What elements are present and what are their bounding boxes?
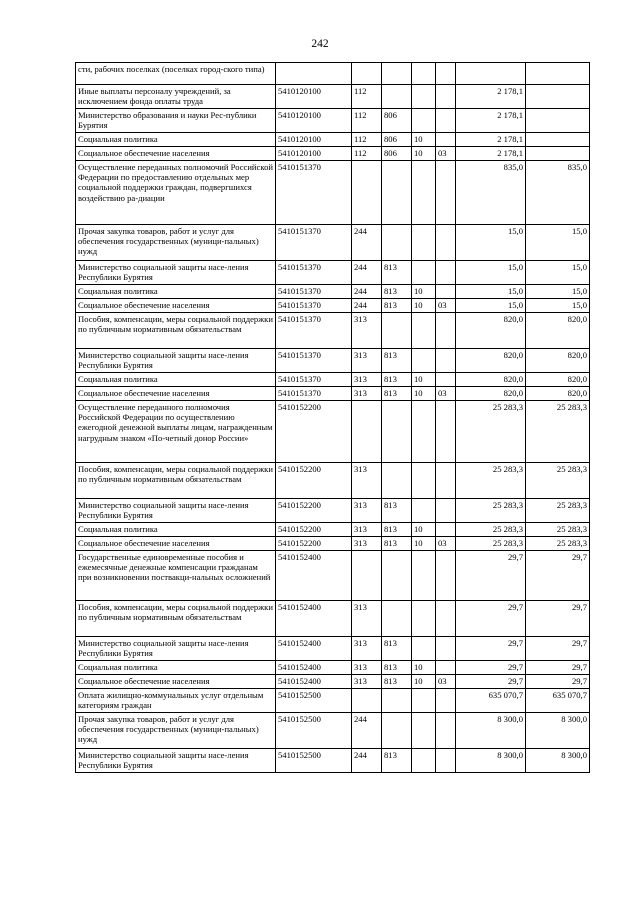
amount-total: 820,0 <box>456 349 526 373</box>
amount-total: 635 070,7 <box>456 689 526 713</box>
section-code: 10 <box>412 387 436 401</box>
expense-type-code: 244 <box>352 225 382 261</box>
administrator-code <box>382 313 412 349</box>
expense-type-code <box>352 161 382 225</box>
subsection-code: 03 <box>436 675 456 689</box>
amount-federal: 25 283,3 <box>526 499 590 523</box>
section-code: 10 <box>412 285 436 299</box>
row-name: Социальная политика <box>76 285 276 299</box>
administrator-code <box>382 601 412 637</box>
amount-federal: 820,0 <box>526 387 590 401</box>
subsection-code <box>436 689 456 713</box>
table-row <box>76 299 590 313</box>
target-article-code: 5410152400 <box>276 551 352 601</box>
amount-federal: 25 283,3 <box>526 401 590 463</box>
amount-total: 15,0 <box>456 225 526 261</box>
subsection-code <box>436 313 456 349</box>
target-article-code: 5410120100 <box>276 109 352 133</box>
expense-type-code: 313 <box>352 387 382 401</box>
administrator-code: 813 <box>382 499 412 523</box>
target-article-code: 5410151370 <box>276 299 352 313</box>
page-number: 242 <box>311 38 329 50</box>
expense-type-code: 112 <box>352 85 382 109</box>
amount-total: 29,7 <box>456 551 526 601</box>
row-name: Оплата жилищно-коммунальных услуг отдельным категориям граждан <box>76 689 276 713</box>
amount-total <box>456 63 526 85</box>
subsection-code <box>436 661 456 675</box>
row-name: Социальное обеспечение населения <box>76 675 276 689</box>
amount-total: 820,0 <box>456 373 526 387</box>
amount-federal <box>526 63 590 85</box>
table-row <box>76 749 590 773</box>
target-article-code: 5410151370 <box>276 313 352 349</box>
amount-total: 820,0 <box>456 313 526 349</box>
administrator-code: 813 <box>382 261 412 285</box>
subsection-code <box>436 523 456 537</box>
section-code <box>412 261 436 285</box>
target-article-code: 5410152400 <box>276 601 352 637</box>
section-code <box>412 349 436 373</box>
subsection-code <box>436 63 456 85</box>
administrator-code: 813 <box>382 523 412 537</box>
target-article-code: 5410152200 <box>276 523 352 537</box>
target-article-code: 5410151370 <box>276 161 352 225</box>
administrator-code: 813 <box>382 749 412 773</box>
row-name: Осуществление переданного полномочия Российской Федерации по осуществлению ежегодной денежной выплаты лицам, награжденным нагрудным знаком «По-четный донор России» <box>76 401 276 463</box>
table-row <box>76 713 590 749</box>
expense-type-code <box>352 689 382 713</box>
target-article-code: 5410151370 <box>276 373 352 387</box>
administrator-code <box>382 63 412 85</box>
amount-total: 8 300,0 <box>456 749 526 773</box>
administrator-code: 813 <box>382 299 412 313</box>
table-row <box>76 373 590 387</box>
row-name: Министерство социальной защиты насе-ления Республики Бурятия <box>76 499 276 523</box>
target-article-code: 5410120100 <box>276 85 352 109</box>
section-code <box>412 689 436 713</box>
row-name: Пособия, компенсации, меры социальной поддержки по публичным нормативным обязательствам <box>76 463 276 499</box>
amount-total: 15,0 <box>456 261 526 285</box>
target-article-code: 5410152200 <box>276 463 352 499</box>
amount-total: 2 178,1 <box>456 85 526 109</box>
administrator-code <box>382 713 412 749</box>
subsection-code <box>436 285 456 299</box>
section-code <box>412 63 436 85</box>
section-code: 10 <box>412 373 436 387</box>
amount-total: 2 178,1 <box>456 147 526 161</box>
row-name: Осуществление переданных полномочий Российской Федерации по предоставлению отдельных мер социальной поддержки граждан, подвергшихся воздействию ра-диации <box>76 161 276 225</box>
subsection-code <box>436 349 456 373</box>
table-row <box>76 601 590 637</box>
row-name: Иные выплаты персоналу учреждений, за исключением фонда оплаты труда <box>76 85 276 109</box>
table-row <box>76 261 590 285</box>
section-code: 10 <box>412 661 436 675</box>
expense-type-code: 313 <box>352 523 382 537</box>
expense-type-code: 244 <box>352 749 382 773</box>
table-row <box>76 499 590 523</box>
target-article-code: 5410152200 <box>276 401 352 463</box>
expense-type-code <box>352 63 382 85</box>
table-row <box>76 387 590 401</box>
expense-type-code: 313 <box>352 499 382 523</box>
subsection-code <box>436 551 456 601</box>
budget-table-body <box>76 63 590 773</box>
expense-type-code: 313 <box>352 661 382 675</box>
section-code <box>412 109 436 133</box>
section-code <box>412 225 436 261</box>
section-code <box>412 463 436 499</box>
administrator-code: 813 <box>382 537 412 551</box>
administrator-code <box>382 85 412 109</box>
table-row <box>76 401 590 463</box>
amount-total: 25 283,3 <box>456 537 526 551</box>
table-row <box>76 637 590 661</box>
section-code: 10 <box>412 299 436 313</box>
row-name: Социальное обеспечение населения <box>76 387 276 401</box>
subsection-code: 03 <box>436 299 456 313</box>
row-name: Прочая закупка товаров, работ и услуг для обеспечения государственных (муници-пальных) нужд <box>76 225 276 261</box>
amount-federal <box>526 133 590 147</box>
section-code <box>412 499 436 523</box>
section-code <box>412 401 436 463</box>
budget-table <box>75 62 590 773</box>
target-article-code: 5410152500 <box>276 689 352 713</box>
target-article-code: 5410152400 <box>276 637 352 661</box>
administrator-code: 813 <box>382 285 412 299</box>
table-row <box>76 689 590 713</box>
amount-federal <box>526 109 590 133</box>
expense-type-code: 313 <box>352 349 382 373</box>
subsection-code <box>436 373 456 387</box>
amount-federal <box>526 147 590 161</box>
expense-type-code: 244 <box>352 713 382 749</box>
table-row <box>76 551 590 601</box>
row-name: сти, рабочих поселках (поселках город-ского типа) <box>76 63 276 85</box>
section-code <box>412 601 436 637</box>
expense-type-code: 244 <box>352 261 382 285</box>
amount-total: 820,0 <box>456 387 526 401</box>
amount-federal: 29,7 <box>526 661 590 675</box>
subsection-code <box>436 85 456 109</box>
row-name: Министерство социальной защиты насе-ления Республики Бурятия <box>76 261 276 285</box>
row-name: Социальное обеспечение населения <box>76 537 276 551</box>
table-row <box>76 133 590 147</box>
table-row <box>76 63 590 85</box>
subsection-code: 03 <box>436 147 456 161</box>
row-name: Социальная политика <box>76 373 276 387</box>
administrator-code: 813 <box>382 675 412 689</box>
expense-type-code: 313 <box>352 373 382 387</box>
section-code <box>412 85 436 109</box>
expense-type-code: 313 <box>352 675 382 689</box>
subsection-code <box>436 109 456 133</box>
row-name: Пособия, компенсации, меры социальной поддержки по публичным нормативным обязательствам <box>76 601 276 637</box>
target-article-code: 5410151370 <box>276 349 352 373</box>
table-row <box>76 109 590 133</box>
table-row <box>76 463 590 499</box>
target-article-code: 5410151370 <box>276 225 352 261</box>
expense-type-code <box>352 551 382 601</box>
row-name: Министерство социальной защиты насе-ления Республики Бурятия <box>76 349 276 373</box>
row-name: Министерство социальной защиты насе-ления Республики Бурятия <box>76 637 276 661</box>
administrator-code <box>382 463 412 499</box>
table-row <box>76 537 590 551</box>
subsection-code <box>436 637 456 661</box>
section-code: 10 <box>412 537 436 551</box>
expense-type-code <box>352 401 382 463</box>
section-code <box>412 161 436 225</box>
table-row <box>76 349 590 373</box>
subsection-code <box>436 401 456 463</box>
amount-federal: 8 300,0 <box>526 749 590 773</box>
section-code <box>412 713 436 749</box>
table-row <box>76 661 590 675</box>
amount-federal: 29,7 <box>526 551 590 601</box>
amount-total: 25 283,3 <box>456 401 526 463</box>
amount-federal: 15,0 <box>526 225 590 261</box>
expense-type-code: 244 <box>352 285 382 299</box>
row-name: Социальная политика <box>76 661 276 675</box>
section-code: 10 <box>412 523 436 537</box>
section-code: 10 <box>412 675 436 689</box>
table-row <box>76 147 590 161</box>
amount-total: 25 283,3 <box>456 463 526 499</box>
section-code: 10 <box>412 133 436 147</box>
administrator-code: 806 <box>382 147 412 161</box>
subsection-code: 03 <box>436 387 456 401</box>
expense-type-code: 313 <box>352 463 382 499</box>
expense-type-code: 244 <box>352 299 382 313</box>
amount-federal: 635 070,7 <box>526 689 590 713</box>
subsection-code <box>436 133 456 147</box>
amount-federal: 29,7 <box>526 601 590 637</box>
target-article-code: 5410151370 <box>276 387 352 401</box>
subsection-code <box>436 463 456 499</box>
target-article-code: 5410120100 <box>276 147 352 161</box>
amount-federal: 820,0 <box>526 373 590 387</box>
table-row <box>76 85 590 109</box>
subsection-code <box>436 225 456 261</box>
amount-total: 15,0 <box>456 299 526 313</box>
section-code <box>412 637 436 661</box>
amount-total: 15,0 <box>456 285 526 299</box>
expense-type-code: 112 <box>352 147 382 161</box>
amount-federal: 25 283,3 <box>526 523 590 537</box>
subsection-code <box>436 261 456 285</box>
amount-federal: 835,0 <box>526 161 590 225</box>
amount-federal: 8 300,0 <box>526 713 590 749</box>
target-article-code: 5410152400 <box>276 661 352 675</box>
section-code <box>412 551 436 601</box>
subsection-code <box>436 161 456 225</box>
amount-federal: 25 283,3 <box>526 463 590 499</box>
amount-total: 29,7 <box>456 601 526 637</box>
administrator-code <box>382 161 412 225</box>
table-row <box>76 161 590 225</box>
subsection-code <box>436 499 456 523</box>
target-article-code: 5410152500 <box>276 749 352 773</box>
amount-total: 8 300,0 <box>456 713 526 749</box>
target-article-code <box>276 63 352 85</box>
amount-federal: 15,0 <box>526 299 590 313</box>
table-row <box>76 225 590 261</box>
row-name: Социальная политика <box>76 133 276 147</box>
amount-federal: 29,7 <box>526 675 590 689</box>
row-name: Пособия, компенсации, меры социальной поддержки по публичным нормативным обязательствам <box>76 313 276 349</box>
expense-type-code: 112 <box>352 109 382 133</box>
administrator-code: 813 <box>382 373 412 387</box>
amount-federal: 820,0 <box>526 349 590 373</box>
target-article-code: 5410151370 <box>276 261 352 285</box>
target-article-code: 5410120100 <box>276 133 352 147</box>
target-article-code: 5410152200 <box>276 537 352 551</box>
administrator-code: 813 <box>382 661 412 675</box>
expense-type-code: 313 <box>352 601 382 637</box>
administrator-code: 813 <box>382 387 412 401</box>
amount-total: 25 283,3 <box>456 523 526 537</box>
amount-federal: 15,0 <box>526 285 590 299</box>
administrator-code: 813 <box>382 349 412 373</box>
amount-total: 25 283,3 <box>456 499 526 523</box>
row-name: Министерство социальной защиты насе-ления Республики Бурятия <box>76 749 276 773</box>
table-row <box>76 313 590 349</box>
row-name: Социальная политика <box>76 523 276 537</box>
amount-federal: 820,0 <box>526 313 590 349</box>
amount-total: 2 178,1 <box>456 109 526 133</box>
section-code: 10 <box>412 147 436 161</box>
expense-type-code: 313 <box>352 637 382 661</box>
table-row <box>76 675 590 689</box>
amount-total: 29,7 <box>456 661 526 675</box>
row-name: Прочая закупка товаров, работ и услуг для обеспечения государственных (муници-пальных) нужд <box>76 713 276 749</box>
amount-total: 2 178,1 <box>456 133 526 147</box>
amount-total: 29,7 <box>456 637 526 661</box>
table-row <box>76 285 590 299</box>
section-code <box>412 749 436 773</box>
administrator-code: 806 <box>382 133 412 147</box>
administrator-code <box>382 401 412 463</box>
row-name: Социальное обеспечение населения <box>76 147 276 161</box>
amount-total: 835,0 <box>456 161 526 225</box>
target-article-code: 5410152500 <box>276 713 352 749</box>
section-code <box>412 313 436 349</box>
subsection-code <box>436 749 456 773</box>
amount-federal <box>526 85 590 109</box>
amount-federal: 25 283,3 <box>526 537 590 551</box>
subsection-code: 03 <box>436 537 456 551</box>
subsection-code <box>436 713 456 749</box>
target-article-code: 5410152400 <box>276 675 352 689</box>
row-name: Государственные единовременные пособия и ежемесячные денежные компенсации гражданам при возникновении поствакци-нальных осложнений <box>76 551 276 601</box>
administrator-code <box>382 689 412 713</box>
administrator-code <box>382 225 412 261</box>
expense-type-code: 112 <box>352 133 382 147</box>
administrator-code: 806 <box>382 109 412 133</box>
target-article-code: 5410152200 <box>276 499 352 523</box>
table-row <box>76 523 590 537</box>
amount-total: 29,7 <box>456 675 526 689</box>
amount-federal: 15,0 <box>526 261 590 285</box>
row-name: Министерство образования и науки Рес-публики Бурятия <box>76 109 276 133</box>
subsection-code <box>436 601 456 637</box>
administrator-code: 813 <box>382 637 412 661</box>
amount-federal: 29,7 <box>526 637 590 661</box>
target-article-code: 5410151370 <box>276 285 352 299</box>
expense-type-code: 313 <box>352 313 382 349</box>
expense-type-code: 313 <box>352 537 382 551</box>
administrator-code <box>382 551 412 601</box>
row-name: Социальное обеспечение населения <box>76 299 276 313</box>
